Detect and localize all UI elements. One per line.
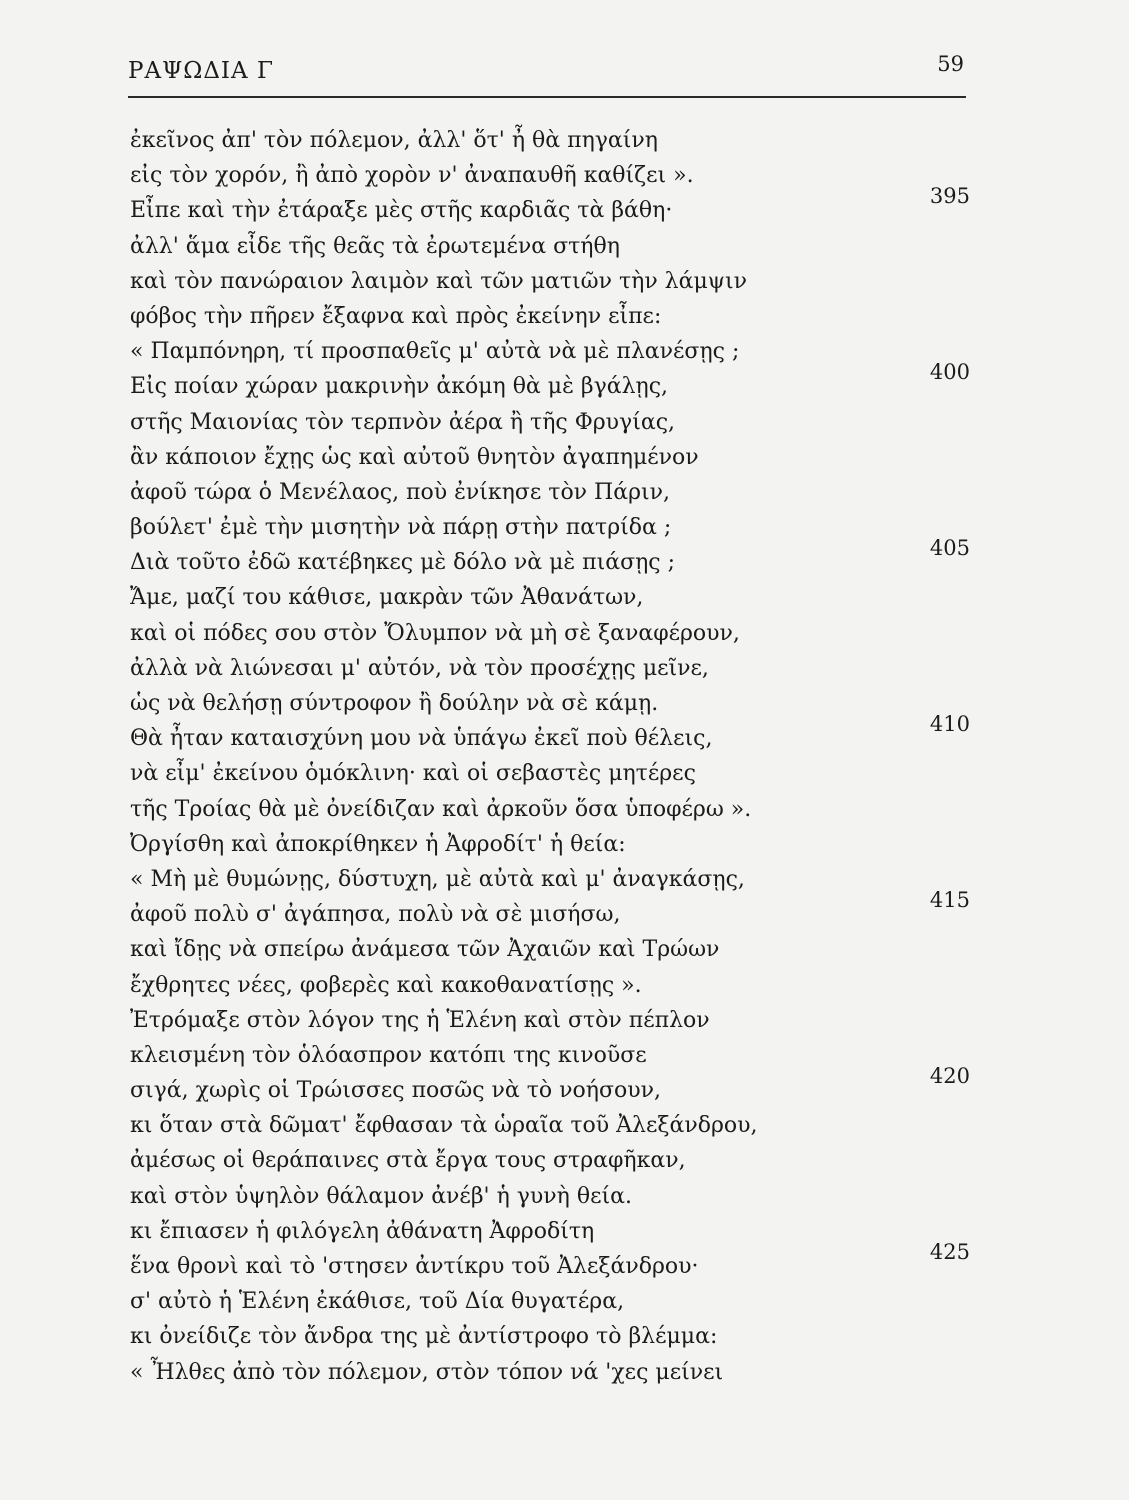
- verse-line: [130, 334, 970, 369]
- verse-line-text: ἐκεῖνος ἀπ' τὸν πόλεμον, ἀλλ' ὅτ' ἦ θὰ πηγαίνη: [130, 128, 658, 153]
- running-title: ΡΑΨΩΔΙΑ Γ: [128, 58, 274, 84]
- verse-block: [130, 123, 970, 1390]
- verse-line-text: κι ὅταν στὰ δῶματ' ἔφθασαν τὰ ὡραῖα τοῦ Ἀλεξάνδρου,: [130, 1113, 758, 1139]
- verse-line: [130, 440, 970, 475]
- verse-line-text: βούλετ' ἐμὲ τὴν μισητὴν νὰ πάρῃ στὴν πατρίδα ;: [130, 515, 672, 541]
- verse-line: [130, 580, 970, 615]
- verse-line: [130, 1240, 970, 1284]
- verse-line-text: κι ἔπιασεν ἡ φιλόγελη ἀθάνατη Ἀφροδίτη: [130, 1218, 595, 1244]
- verse-line-text: Εἰς ποίαν χώραν μακρινὴν ἀκόμη θὰ μὲ βγάλῃς,: [130, 374, 669, 400]
- verse-line-text: στῆς Μαιονίας τὸν τερπνὸν ἀέρα ἢ τῆς Φρυγίας,: [130, 409, 676, 435]
- verse-line: [130, 510, 970, 545]
- line-number: 415: [929, 888, 970, 913]
- verse-line: [130, 862, 970, 897]
- verse-line-text: εἰς τὸν χορόν, ἢ ἀπὸ χορὸν ν' ἀναπαυθῆ καθίζει ».: [130, 163, 694, 189]
- verse-line: [130, 123, 970, 158]
- verse-line-text: ἔχθρητες νέες, φοβερὲς καὶ κακοθανατίσῃς ».: [130, 972, 642, 998]
- header-rule: [128, 96, 966, 98]
- verse-line-text: Θὰ ἦταν καταισχύνη μου νὰ ὑπάγω ἐκεῖ ποὺ θέλεις,: [130, 726, 713, 752]
- line-number: 400: [929, 360, 970, 385]
- verse-line-text: « Ἦλθες ἀπὸ τὸν πόλεμον, στὸν τόπον νά 'χες μείνει: [130, 1359, 724, 1385]
- verse-line: [130, 1179, 970, 1214]
- verse-line: [130, 1143, 970, 1178]
- verse-line: [130, 792, 970, 827]
- verse-line: [130, 616, 970, 651]
- verse-line: [130, 827, 970, 862]
- verse-line: [130, 184, 970, 228]
- verse-line-text: σ' αὐτὸ ἡ Ἑλένη ἐκάθισε, τοῦ Δία θυγατέρα,: [130, 1289, 625, 1315]
- verse-line-text: ἕνα θρονὶ καὶ τὸ 'στησεν ἀντίκρυ τοῦ Ἀλεξάνδρου·: [130, 1254, 699, 1279]
- verse-line: [130, 360, 970, 404]
- verse-line: [130, 1064, 970, 1108]
- verse-line: [130, 968, 970, 1003]
- verse-line: [130, 888, 970, 932]
- verse-line: [130, 756, 970, 791]
- verse-line: [130, 932, 970, 967]
- line-number: 405: [929, 536, 970, 561]
- verse-line: [130, 651, 970, 686]
- line-number: 425: [929, 1240, 970, 1264]
- verse-line-text: νὰ εἶμ' ἐκείνου ὁμόκλινη· καὶ οἱ σεβαστὲς μητέρες: [130, 761, 696, 787]
- page-number: 59: [937, 52, 964, 76]
- verse-line: [130, 1319, 970, 1354]
- verse-line: [130, 475, 970, 510]
- verse-line: [130, 712, 970, 756]
- verse-line-text: καὶ οἱ πόδες σου στὸν Ὄλυμπον νὰ μὴ σὲ ξαναφέρουν,: [130, 620, 740, 646]
- verse-line: [130, 158, 970, 193]
- verse-line-text: ἀφοῦ πολὺ σ' ἀγάπησα, πολὺ νὰ σὲ μισήσω,: [130, 902, 621, 928]
- verse-line: [130, 1214, 970, 1249]
- verse-line: [130, 1355, 970, 1390]
- verse-line-text: ἀφοῦ τώρα ὁ Μενέλαος, ποὺ ἐνίκησε τὸν Πάριν,: [130, 479, 671, 505]
- verse-line: [130, 264, 970, 299]
- verse-line-text: « Μὴ μὲ θυμώνῃς, δύστυχη, μὲ αὐτὰ καὶ μ' ἀναγκάσῃς,: [130, 866, 745, 892]
- verse-line-text: ὡς νὰ θελήσῃ σύντροφον ἢ δούλην νὰ σὲ κάμῃ.: [130, 691, 659, 716]
- verse-line: [130, 1038, 970, 1073]
- verse-line-text: κλεισμένη τὸν ὁλόασπρον κατόπι της κινοῦσε: [130, 1042, 647, 1068]
- verse-line-text: τῆς Τροίας θὰ μὲ ὀνείδιζαν καὶ ἀρκοῦν ὅσα ὑποφέρω ».: [130, 796, 752, 822]
- verse-line-text: Ὀργίσθη καὶ ἀποκρίθηκεν ἡ Ἀφροδίτ' ἡ θεία:: [130, 831, 626, 857]
- verse-line: [130, 1108, 970, 1143]
- verse-line-text: φόβος τὴν πῆρεν ἔξαφνα καὶ πρὸς ἐκείνην εἶπε:: [130, 303, 662, 329]
- verse-line-text: Ἐτρόμαξε στὸν λόγον της ἡ Ἑλένη καὶ στὸν πέπλον: [130, 1007, 710, 1033]
- verse-line-text: Διὰ τοῦτο ἐδῶ κατέβηκες μὲ δόλο νὰ μὲ πιάσῃς ;: [130, 550, 676, 576]
- verse-line-text: κι ὀνείδιζε τὸν ἄνδρα της μὲ ἀντίστροφο τὸ βλέμμα:: [130, 1324, 718, 1350]
- verse-line: [130, 1284, 970, 1319]
- verse-line: [130, 686, 970, 721]
- verse-line-text: ἀμέσως οἱ θεράπαινες στὰ ἔργα τους στραφῆκαν,: [130, 1148, 686, 1174]
- verse-line: [130, 299, 970, 334]
- verse-line-text: καὶ ἴδῃς νὰ σπείρω ἀνάμεσα τῶν Ἀχαιῶν καὶ Τρώων: [130, 937, 720, 963]
- verse-line-text: Ἄμε, μαζί του κάθισε, μακρὰν τῶν Ἀθανάτων,: [130, 585, 644, 611]
- verse-line: [130, 405, 970, 440]
- line-number: 410: [929, 712, 970, 737]
- verse-line-text: σιγά, χωρὶς οἱ Τρώισσες ποσῶς νὰ τὸ νοήσουν,: [130, 1078, 661, 1104]
- verse-line-text: καὶ τὸν πανώραιον λαιμὸν καὶ τῶν ματιῶν τὴν λάμψιν: [130, 268, 748, 294]
- verse-line: [130, 1003, 970, 1038]
- page-header: [128, 52, 964, 94]
- verse-line: [130, 229, 970, 264]
- verse-line-text: ἀλλὰ νὰ λιώνεσαι μ' αὐτόν, νὰ τὸν προσέχῃς μεῖνε,: [130, 655, 709, 681]
- verse-line-text: « Παμπόνηρη, τί προσπαθεῖς μ' αὐτὰ νὰ μὲ πλανέσῃς ;: [130, 339, 740, 365]
- verse-line-text: ἂν κάποιον ἔχῃς ὡς καὶ αὐτοῦ θνητὸν ἀγαπημένον: [130, 444, 699, 470]
- line-number: 420: [929, 1064, 970, 1089]
- verse-line-text: καὶ στὸν ὑψηλὸν θάλαμον ἀνέβ' ἡ γυνὴ θεία.: [130, 1183, 632, 1209]
- line-number: 395: [929, 184, 970, 209]
- verse-line: [130, 536, 970, 580]
- verse-line-text: ἀλλ' ἅμα εἶδε τῆς θεᾶς τὰ ἐρωτεμένα στήθη: [130, 233, 620, 259]
- verse-line-text: Εἶπε καὶ τὴν ἐτάραξε μὲς στῆς καρδιᾶς τὰ βάθη·: [130, 198, 673, 224]
